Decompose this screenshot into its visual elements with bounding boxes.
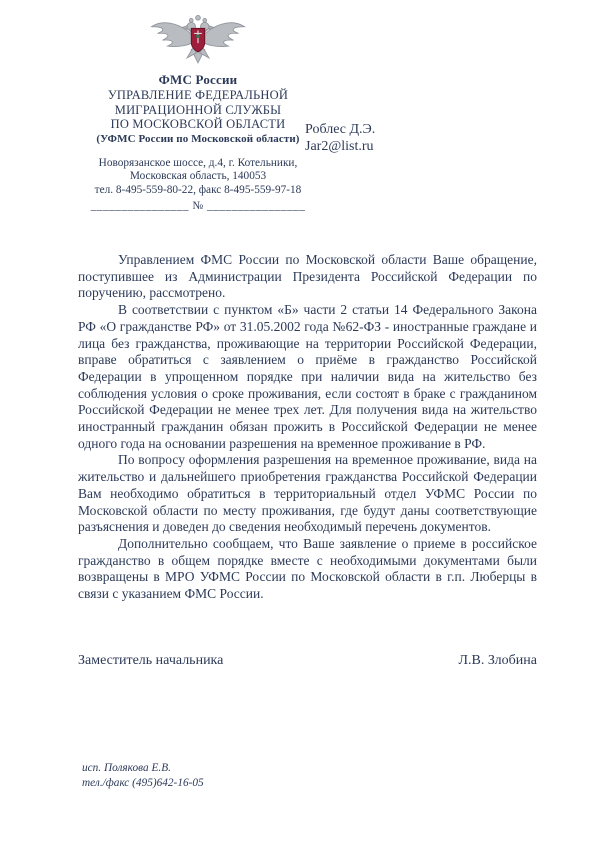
ref-blank-left: ________________: [90, 199, 190, 212]
recipient-email: Jar2@list.ru: [305, 139, 374, 154]
reference-number-line: [52, 200, 344, 212]
signer-name: Л.В. Злобина: [458, 653, 537, 668]
org-address-block: [52, 157, 344, 198]
ref-no-symbol: №: [192, 199, 204, 212]
org-name-line1: УПРАВЛЕНИЕ ФЕДЕРАЛЬНОЙ: [107, 88, 289, 102]
recipient-block: [305, 121, 375, 155]
org-name-line3: ПО МОСКОВСКОЙ ОБЛАСТИ: [110, 117, 286, 132]
ref-blank-right: ________________: [206, 199, 306, 212]
letterhead: [52, 14, 344, 212]
signer-position: Заместитель начальника: [78, 653, 224, 668]
letter-body: [78, 252, 537, 603]
executor-name: исп. Полякова Е.В.: [82, 762, 171, 774]
fms-eagle-emblem-icon: [52, 14, 344, 70]
body-paragraph-4: Дополнительно сообщаем, что Ваше заявление о приеме в российское гражданство в общем порядке вместе с необходимыми документами были возвращены в МРО УФМС России по Московской области в г.п. Люберцы в связи с указанием ФМС России.: [78, 535, 537, 602]
org-name-line2: МИГРАЦИОННОЙ СЛУЖБЫ: [114, 102, 282, 117]
org-address-line2: Московская область, 140053: [129, 170, 267, 183]
executor-phone: тел./факс (495)642-16-05: [82, 776, 204, 789]
org-name-abbr: (УФМС России по Московской области): [96, 132, 300, 145]
body-paragraph-1: Управлением ФМС России по Московской области Ваше обращение, поступившее из Администрации Президента Российской Федерации по поручению, рассмотрено.: [78, 252, 537, 301]
body-paragraph-3: По вопросу оформления разрешения на временное проживание, вида на жительство и дальнейшего приобретения гражданства Российской Федерации Вам необходимо обратиться в территориальный отдел УФМС России по Московской области по месту проживания, где будут даны соответствующие разъяснения и доведен до сведения необходимый перечень документов.: [78, 452, 537, 535]
org-address-line1: Новорязанское шоссе, д.4, г. Котельники,: [98, 156, 298, 169]
org-name-short: ФМС России: [158, 72, 238, 87]
signature-row: [78, 653, 537, 669]
recipient-name: Роблес Д.Э.: [305, 122, 376, 137]
body-paragraph-2: В соответствии с пунктом «Б» части 2 статьи 14 Федерального Закона РФ «О гражданстве РФ» от 31.05.2002 года №62-ФЗ - иностранные граждане и лица без гражданства, проживающие на территории Российской Федерации, вправе обратиться с заявлением о приёме в гражданство Российской Федерации в упрощенном порядке при наличии вида на жительство без соблюдения условия о сроке проживания, если состоят в браке с гражданином Российской Федерации не менее трех лет. Для получения вида на жительство иностранный гражданин обязан прожить в Российской Федерации не менее одного года на основании разрешения на временное проживание в РФ.: [78, 302, 537, 451]
org-phone-line: тел. 8-495-559-80-22, факс 8-495-559-97-18: [94, 183, 302, 196]
executor-block: [82, 761, 204, 790]
